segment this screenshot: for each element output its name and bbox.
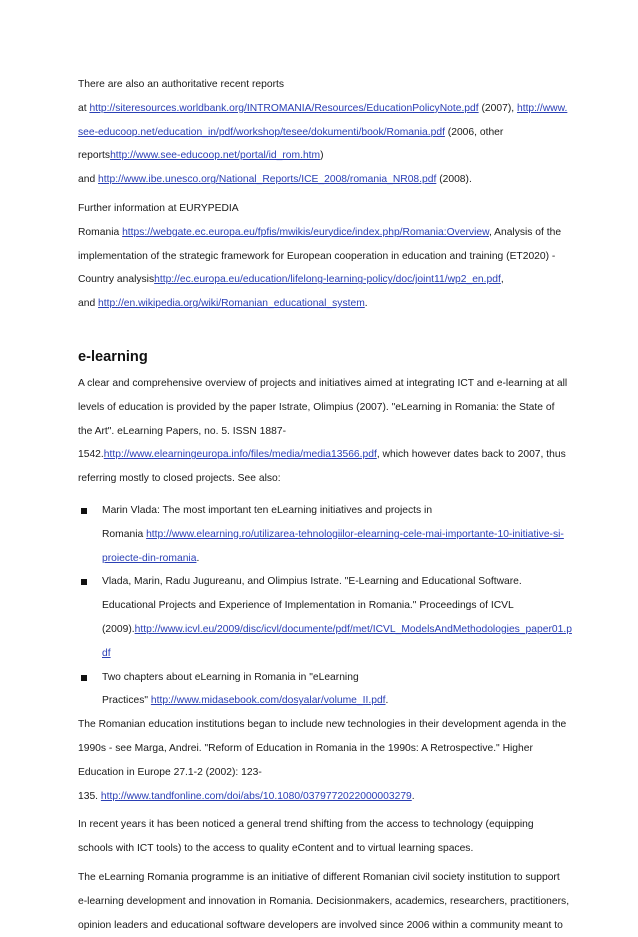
text-line: implementation of the strategic framework for European cooperation in education and training (ET2020) - [78,245,568,269]
text-line [78,292,568,316]
text-span: and [78,174,98,185]
text-span: . [386,695,389,706]
text-span: and [78,298,98,309]
text-span: reports [78,150,110,161]
text-line [102,689,568,713]
square-bullet-icon [81,675,87,681]
text-line: Further information at EURYPEDIA [78,197,568,221]
text-line: Marin Vlada: The most important ten eLearning initiatives and projects in [102,499,568,523]
text-line: The Romanian education institutions began to include new technologies in their development agenda in the [78,713,568,737]
paragraph-programme [78,866,568,937]
text-line [78,144,568,168]
link-see-educoop-book[interactable]: http://www. [517,103,567,114]
bullet-list [78,499,568,713]
text-span: (2007), [479,103,517,114]
list-item [78,499,568,570]
link-elearning-ro[interactable]: http://www.elearning.ro/utilizarea-tehnologiilor-elearning-cele-mai-importante-10-initiative-si- [146,529,564,540]
text-line [102,547,568,571]
paragraph-reports [78,73,568,192]
text-line [78,785,568,809]
text-span: , which however dates back to 2007, thus [377,449,566,460]
square-bullet-icon [81,508,87,514]
text-span: Romania [102,529,146,540]
text-span: Romania [78,227,122,238]
link-tandfonline[interactable]: http://www.tandfonline.com/doi/abs/10.1080/0379772022000003279 [101,791,412,802]
link-ibe-unesco[interactable]: http://www.ibe.unesco.org/National_Reports/ICE_2008/romania_NR08.pdf [98,174,436,185]
text-span: at [78,103,89,114]
paragraph-trend [78,813,568,861]
text-span: , Analysis of the [489,227,561,238]
text-line [102,523,568,547]
link-ec-europa[interactable]: http://ec.europa.eu/education/lifelong-learning-policy/doc/joint11/wp2_en.pdf [154,274,501,285]
text-line [78,221,568,245]
paragraph-institutions [78,713,568,808]
text-line [78,443,568,467]
link-wikipedia[interactable]: http://en.wikipedia.org/wiki/Romanian_educational_system [98,298,365,309]
square-bullet-icon [81,579,87,585]
link-icvl-cont[interactable]: df [102,648,111,659]
text-line: Vlada, Marin, Radu Jugureanu, and Olimpius Istrate. "E-Learning and Educational Software. [102,570,568,594]
link-icvl[interactable]: http://www.icvl.eu/2009/disc/icvl/documente/pdf/met/ICVL_ModelsAndMethodologies_paper01.p [135,624,572,635]
text-line: the Art". eLearning Papers, no. 5. ISSN 1887- [78,420,568,444]
paragraph-eurypedia [78,197,568,316]
text-span: , [501,274,504,285]
text-line: e-learning development and innovation in Romania. Decisionmakers, academics, researchers, practitioners, [78,890,568,914]
text-line [102,618,568,642]
text-line: opinion leaders and educational software developers are involved since 2006 within a community meant to [78,914,568,937]
text-span: Country analysis [78,274,154,285]
link-see-educoop-book-cont[interactable]: see-educoop.net/education_in/pdf/workshop/tesee/dokumenti/book/Romania.pdf [78,127,445,138]
text-span: . [365,298,368,309]
text-span: . [412,791,415,802]
text-span: (2008). [436,174,472,185]
text-line: Two chapters about eLearning in Romania in "eLearning [102,666,568,690]
text-span: (2006, other [445,127,503,138]
text-line [78,268,568,292]
text-line [78,168,568,192]
link-worldbank[interactable]: http://siteresources.worldbank.org/INTROMANIA/Resources/EducationPolicyNote.pdf [89,103,478,114]
list-item [78,666,568,714]
text-line [78,121,568,145]
text-line: referring mostly to closed projects. See also: [78,467,568,491]
text-line: A clear and comprehensive overview of projects and initiatives aimed at integrating ICT and e-learning at all [78,372,568,396]
section-heading-e-learning: e-learning [78,342,568,372]
link-elearningeuropa[interactable]: http://www.elearningeuropa.info/files/media/media13566.pdf [104,449,377,460]
text-span: ) [320,150,323,161]
text-span: 1542. [78,449,104,460]
text-line [102,642,568,666]
text-line: Education in Europe 27.1-2 (2002): 123- [78,761,568,785]
text-line: The eLearning Romania programme is an initiative of different Romanian civil society institution to support [78,866,568,890]
text-line: levels of education is provided by the paper Istrate, Olimpius (2007). "eLearning in Romania: the State of [78,396,568,420]
text-line: 1990s - see Marga, Andrei. "Reform of Education in Romania in the 1990s: A Retrospective." Higher [78,737,568,761]
text-line: schools with ICT tools) to the access to quality eContent and to virtual learning spaces. [78,837,568,861]
link-see-educoop-portal[interactable]: http://www.see-educoop.net/portal/id_rom.htm [110,150,320,161]
text-span: 135. [78,791,101,802]
link-elearning-ro-cont[interactable]: proiecte-din-romania [102,553,196,564]
page-content [78,73,568,937]
text-line [78,97,568,121]
text-span: (2009). [102,624,135,635]
text-line: In recent years it has been noticed a general trend shifting from the access to technology (equipping [78,813,568,837]
link-midasebook[interactable]: http://www.midasebook.com/dosyalar/volume_II.pdf [151,695,386,706]
link-eurydice[interactable]: https://webgate.ec.europa.eu/fpfis/mwikis/eurydice/index.php/Romania:Overview [122,227,489,238]
text-line: There are also an authoritative recent reports [78,73,568,97]
text-line: Educational Projects and Experience of Implementation in Romania." Proceedings of ICVL [102,594,568,618]
list-item [78,570,568,665]
paragraph-overview [78,372,568,491]
text-span: . [196,553,199,564]
text-span: Practices" [102,695,151,706]
